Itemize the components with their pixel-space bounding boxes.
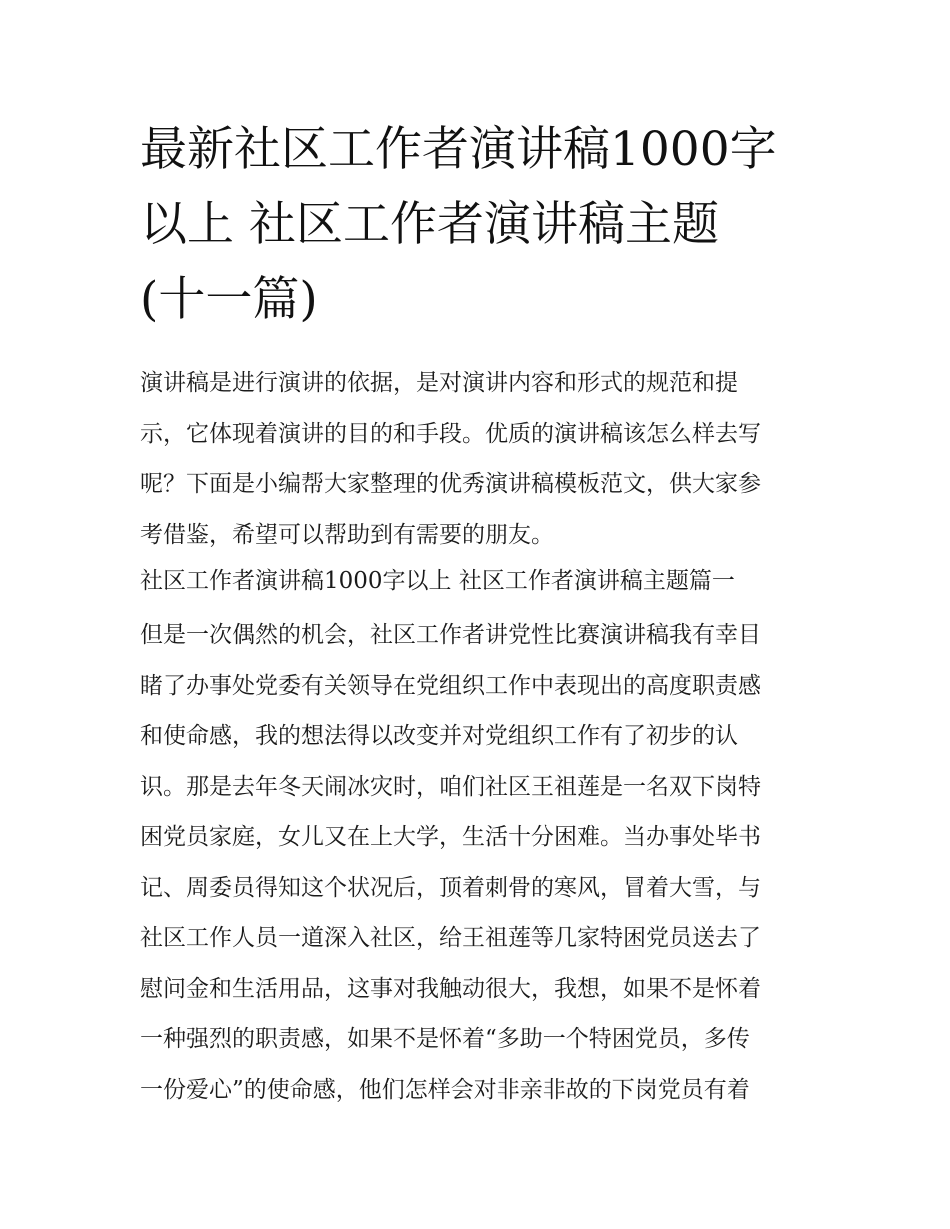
- section-heading: 社区工作者演讲稿1000字以上 社区工作者演讲稿主题篇一: [140, 568, 735, 594]
- intro-paragraph: 演讲稿是进行演讲的依据，是对演讲内容和形式的规范和提 示，它体现着演讲的目的和手段。优质的演讲稿该怎么样去写 呢？下面是小编帮大家整理的优秀演讲稿模板范文，供大家参 考借鉴，希望可以帮助到有需要的朋友。: [140, 370, 761, 548]
- article-paragraph: 但是一次偶然的机会，社区工作者讲党性比赛演讲稿我有幸目 睹了办事处党委有关领导在党组织工作中表现出的高度职责感 和使命感，我的想法得以改变并对党组织工作有了初步的认 识。那是去年冬天闹冰灾时，咱们社区王祖莲是一名双下岗特 困党员家庭，女儿又在上大学，生活十分困难。当办事处毕书 记、周委员得知这个状况后，顶着刺骨的寒风，冒着大雪，与 社区工作人员一道深入社区，给王祖莲等几家特困党员送去了 慰问金和生活用品，这事对我触动很大，我想，如果不是怀着 一种强烈的职责感，如果不是怀着“多助一个特困党员，多传 一份爱心”的使命感，他们怎样会对非亲非故的下岗党员有着: [140, 622, 761, 1103]
- document-title: 最新社区工作者演讲稿1000字 以上 社区工作者演讲稿主题 (十一篇): [140, 122, 777, 327]
